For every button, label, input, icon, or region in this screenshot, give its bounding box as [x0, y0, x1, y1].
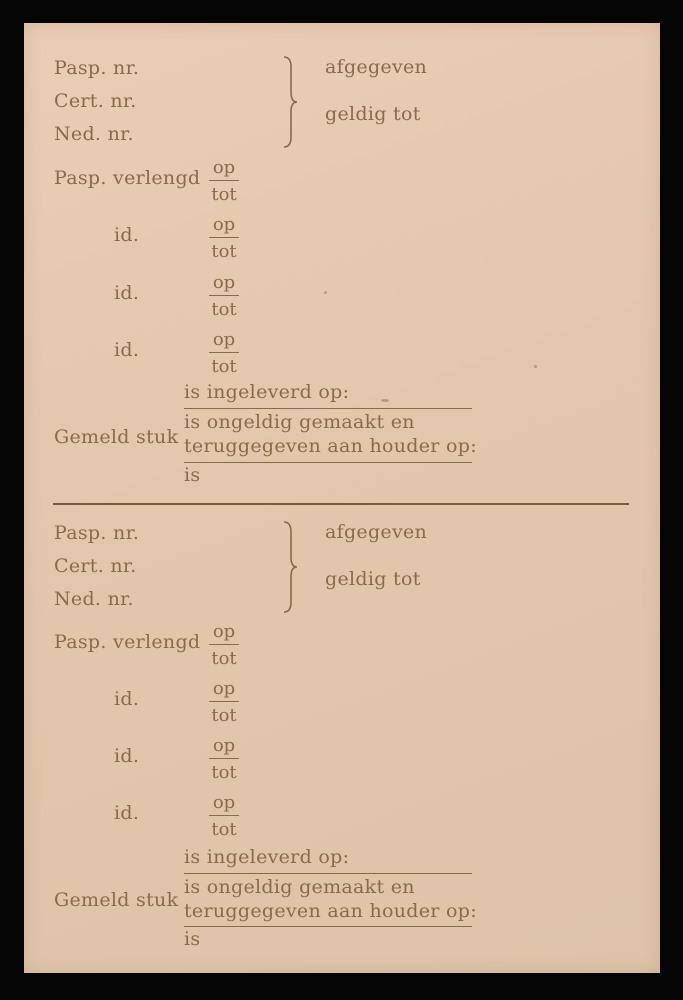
- afgegeven-label: afgegeven: [325, 56, 428, 78]
- op-label: op: [212, 272, 236, 293]
- ingeleverd-line: [184, 873, 472, 874]
- id-label: id.: [114, 688, 140, 710]
- ongeldig-label-line1: is ongeldig gemaakt en: [184, 876, 415, 898]
- afgegeven-label: afgegeven: [325, 521, 428, 543]
- op-label: op: [212, 329, 236, 350]
- ingeleverd-label: is ingeleverd op:: [184, 381, 350, 403]
- geldig-tot-label: geldig tot: [325, 103, 421, 125]
- tot-label: tot: [211, 356, 237, 377]
- is-label: is: [184, 928, 201, 950]
- op-label: op: [212, 792, 236, 813]
- tot-label: tot: [211, 648, 237, 669]
- pasp-verlengd-label: Pasp. verlengd: [54, 631, 201, 653]
- gemeld-stuk-label: Gemeld stuk: [54, 426, 179, 448]
- fraction-line: [209, 758, 239, 759]
- ongeldig-label-line2: teruggegeven aan houder op:: [184, 435, 477, 457]
- ingeleverd-line: [184, 408, 472, 409]
- paper-speck: [534, 365, 537, 368]
- right-brace-icon: [282, 520, 298, 614]
- fraction-line: [209, 295, 239, 296]
- id-label: id.: [114, 224, 140, 246]
- form-card: [24, 23, 660, 973]
- cert-nr-label: Cert. nr.: [54, 555, 137, 577]
- cert-nr-label: Cert. nr.: [54, 90, 137, 112]
- op-label: op: [212, 678, 236, 699]
- pasp-nr-label: Pasp. nr.: [54, 57, 140, 79]
- is-label: is: [184, 464, 201, 486]
- fraction-line: [209, 352, 239, 353]
- tot-label: tot: [211, 241, 237, 262]
- ingeleverd-label: is ingeleverd op:: [184, 846, 350, 868]
- ongeldig-line: [184, 926, 472, 927]
- fraction-line: [209, 815, 239, 816]
- section-divider: [53, 503, 629, 505]
- tot-label: tot: [211, 299, 237, 320]
- tot-label: tot: [211, 184, 237, 205]
- fraction-line: [209, 237, 239, 238]
- tot-label: tot: [211, 762, 237, 783]
- ongeldig-line: [184, 462, 472, 463]
- tot-label: tot: [211, 705, 237, 726]
- id-label: id.: [114, 282, 140, 304]
- pasp-verlengd-label: Pasp. verlengd: [54, 167, 201, 189]
- id-label: id.: [114, 339, 140, 361]
- paper-speck: [381, 399, 389, 402]
- ongeldig-label-line2: teruggegeven aan houder op:: [184, 900, 477, 922]
- pasp-nr-label: Pasp. nr.: [54, 522, 140, 544]
- op-label: op: [212, 214, 236, 235]
- ongeldig-label-line1: is ongeldig gemaakt en: [184, 411, 415, 433]
- op-label: op: [212, 157, 236, 178]
- fraction-line: [209, 644, 239, 645]
- ned-nr-label: Ned. nr.: [54, 123, 134, 145]
- gemeld-stuk-label: Gemeld stuk: [54, 889, 179, 911]
- fraction-line: [209, 180, 239, 181]
- fraction-line: [209, 701, 239, 702]
- op-label: op: [212, 621, 236, 642]
- id-label: id.: [114, 745, 140, 767]
- op-label: op: [212, 735, 236, 756]
- id-label: id.: [114, 802, 140, 824]
- geldig-tot-label: geldig tot: [325, 568, 421, 590]
- tot-label: tot: [211, 819, 237, 840]
- paper-speck: [324, 291, 327, 294]
- ned-nr-label: Ned. nr.: [54, 588, 134, 610]
- right-brace-icon: [282, 55, 298, 149]
